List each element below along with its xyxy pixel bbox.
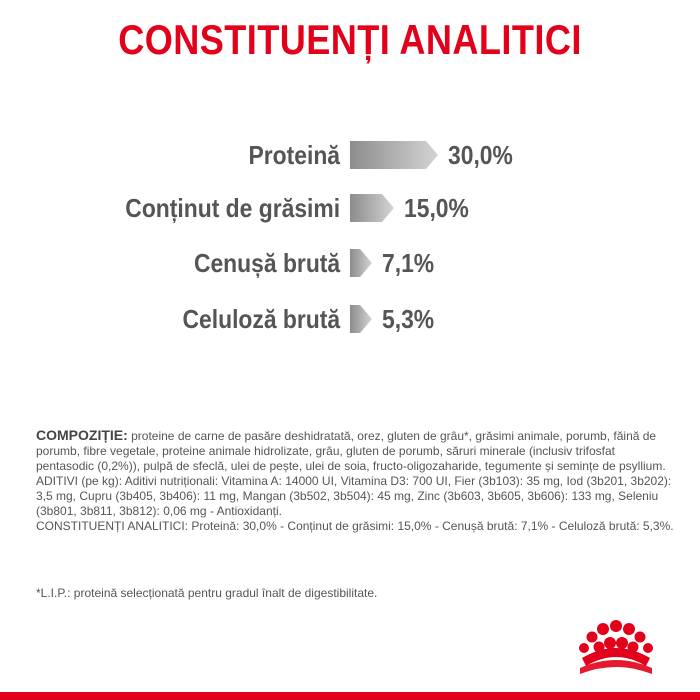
- royal-canin-crown-logo: [566, 616, 666, 688]
- constituent-bar-shape: [350, 194, 394, 222]
- constituent-bar: [350, 305, 372, 333]
- bottom-brand-bar: [0, 692, 700, 700]
- composition-ingredients: proteine de carne de pasăre deshidratată, orez, gluten de grâu*, grăsimi animale, porumb, făină de porumb, fibre vegetale, proteine animale hidrolizate, grâu, gluten de porumb, săruri minerale (inclusiv trifosfat pentasodic (0,2%)), pulpă de sfeclă, ulei de pește, ulei de soia, fructo-oligozaharide, tegumente și semințe de psyllium.: [36, 429, 666, 473]
- constituent-label: Conținut de grăsimi: [125, 193, 340, 223]
- constituent-row: [0, 138, 700, 172]
- constituent-value: 30,0%: [448, 140, 513, 170]
- constituent-row: [0, 302, 700, 336]
- constituent-bar: [350, 249, 372, 277]
- constituent-bar: [350, 194, 394, 222]
- constituent-row: [0, 191, 700, 225]
- constituent-bar-shape: [350, 305, 372, 333]
- analytical-paragraph: CONSTITUENȚI ANALITICI: Proteină: 30,0% - Conținut de grăsimi: 15,0% - Cenușă brută: 7,1% - Celuloză brută: 5,3%.: [36, 519, 674, 533]
- constituent-value: 15,0%: [404, 193, 469, 223]
- constituent-label: Proteină: [248, 140, 340, 170]
- composition-block: [36, 428, 676, 534]
- constituent-value: 5,3%: [382, 304, 435, 334]
- additives-paragraph: ADITIVI (pe kg): Aditivi nutriționali: Vitamina A: 14000 UI, Vitamina D3: 700 UI, Fier (3b103): 35 mg, Iod (3b201, 3b202): 3,5 mg, Cupru (3b405, 3b406): 11 mg, Mangan (3b502, 3b504): 45 mg, Zinc (3b603, 3b605, 3b606): 133 mg, Seleniu (3b801, 3b811, 3b812): 0,06 mg - Antioxidanți.: [36, 474, 672, 518]
- constituent-label: Celuloză brută: [182, 304, 340, 334]
- constituent-bar-shape: [350, 249, 372, 277]
- constituent-value: 7,1%: [382, 248, 435, 278]
- constituent-label: Cenușă brută: [193, 248, 340, 278]
- composition-lead: COMPOZIȚIE:: [36, 427, 128, 443]
- constituent-row: [0, 246, 700, 280]
- page-title: CONSTITUENȚI ANALITICI: [118, 16, 582, 63]
- constituent-bar-shape: [350, 141, 438, 169]
- constituent-bar: [350, 141, 438, 169]
- footnote: *L.I.P.: proteină selecționată pentru gradul înalt de digestibilitate.: [36, 586, 378, 600]
- composition-paragraph: [36, 428, 676, 474]
